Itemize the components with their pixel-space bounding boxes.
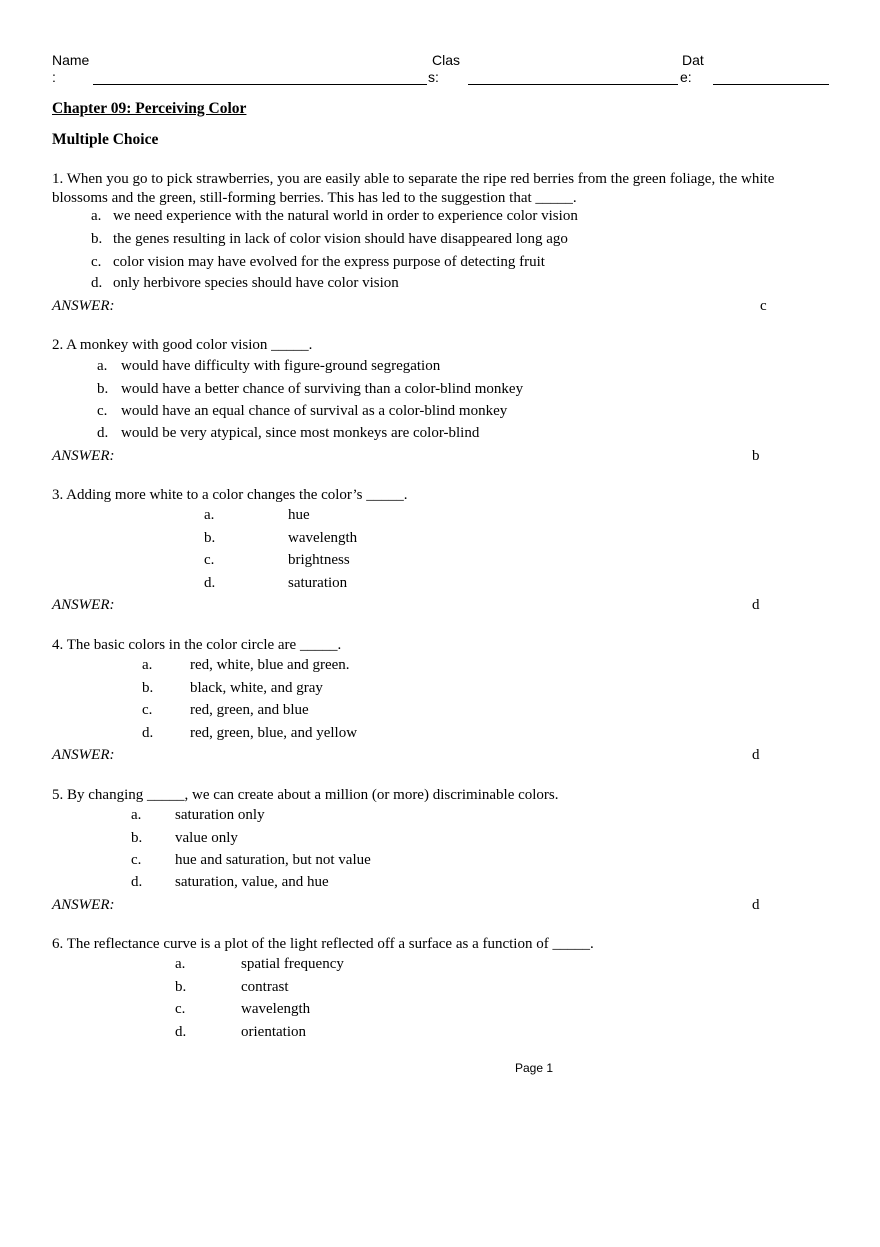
option-text: wavelength (241, 1001, 311, 1017)
option-text: would have difficulty with figure-ground segregation (121, 358, 441, 374)
name-field-line[interactable] (93, 84, 427, 85)
answer-value: b (752, 448, 760, 464)
option-text: the genes resulting in lack of color vision should have disappeared long ago (113, 231, 568, 247)
class-label-suffix: s: (428, 69, 439, 85)
option-text: saturation, value, and hue (175, 874, 329, 890)
answer-value: d (752, 597, 760, 613)
chapter-title: Chapter 09: Perceiving Color (52, 100, 247, 117)
answer-label: ANSWER: (52, 597, 115, 613)
option-letter: c. (142, 702, 153, 718)
option-letter: b. (131, 830, 143, 846)
question-3-text: 3. Adding more white to a color changes the color’s _____. (52, 487, 408, 503)
option-text: color vision may have evolved for the express purpose of detecting fruit (113, 254, 545, 270)
option-letter: d. (142, 725, 154, 741)
question-1-text-cont: blossoms and the green, still-forming berries. This has led to the suggestion that _____. (52, 190, 577, 206)
option-text: would be very atypical, since most monkeys are color-blind (121, 425, 480, 441)
option-letter: a. (91, 208, 102, 224)
option-letter: c. (91, 254, 102, 270)
section-title: Multiple Choice (52, 131, 159, 148)
option-letter: c. (175, 1001, 186, 1017)
option-letter: c. (131, 852, 142, 868)
answer-label: ANSWER: (52, 747, 115, 763)
option-letter: b. (204, 530, 216, 546)
option-letter: d. (204, 575, 216, 591)
answer-label: ANSWER: (52, 448, 115, 464)
date-label-suffix: e: (680, 69, 692, 85)
option-letter: d. (91, 275, 103, 291)
option-letter: d. (97, 425, 109, 441)
question-1-text: 1. When you go to pick strawberries, you are easily able to separate the ripe red berries from the green foliage, the white (52, 171, 775, 187)
option-text: brightness (288, 552, 350, 568)
question-5-text: 5. By changing _____, we can create about a million (or more) discriminable colors. (52, 787, 559, 803)
class-label: Clas (432, 52, 461, 68)
option-text: only herbivore species should have color vision (113, 275, 399, 291)
option-letter: c. (97, 403, 108, 419)
answer-label: ANSWER: (52, 897, 115, 913)
option-text: contrast (241, 979, 289, 995)
option-text: orientation (241, 1024, 306, 1040)
answer-value: d (752, 747, 760, 763)
option-text: saturation only (175, 807, 265, 823)
option-text: saturation (288, 575, 348, 591)
option-letter: d. (131, 874, 143, 890)
option-letter: b. (142, 680, 154, 696)
answer-value: c (760, 298, 767, 314)
option-letter: c. (204, 552, 215, 568)
class-field-line[interactable] (468, 84, 678, 85)
option-text: hue and saturation, but not value (175, 852, 371, 868)
option-text: would have an equal chance of survival as a color-blind monkey (121, 403, 508, 419)
option-text: value only (175, 830, 238, 846)
option-letter: a. (204, 507, 215, 523)
date-field-line[interactable] (713, 84, 829, 85)
question-6-text: 6. The reflectance curve is a plot of the light reflected off a surface as a function of _____. (52, 936, 594, 952)
question-4-text: 4. The basic colors in the color circle are _____. (52, 637, 342, 653)
option-text: wavelength (288, 530, 358, 546)
option-letter: a. (97, 358, 108, 374)
page-number: Page 1 (515, 1061, 554, 1075)
option-text: spatial frequency (241, 956, 344, 972)
question-2-text: 2. A monkey with good color vision _____. (52, 337, 313, 353)
answer-label: ANSWER: (52, 298, 115, 314)
answer-value: d (752, 897, 760, 913)
option-letter: a. (175, 956, 186, 972)
option-text: red, green, and blue (190, 702, 309, 718)
option-text: black, white, and gray (190, 680, 323, 696)
option-letter: b. (97, 381, 109, 397)
option-letter: a. (131, 807, 142, 823)
name-label: Name (52, 52, 90, 68)
option-text: red, white, blue and green. (190, 657, 350, 673)
option-letter: b. (91, 231, 103, 247)
option-text: hue (288, 507, 310, 523)
option-text: we need experience with the natural world in order to experience color vision (113, 208, 578, 224)
option-letter: a. (142, 657, 153, 673)
option-letter: b. (175, 979, 187, 995)
name-label-colon: : (52, 69, 56, 85)
option-text: would have a better chance of surviving than a color-blind monkey (121, 381, 524, 397)
option-letter: d. (175, 1024, 187, 1040)
option-text: red, green, blue, and yellow (190, 725, 358, 741)
date-label: Dat (682, 52, 704, 68)
